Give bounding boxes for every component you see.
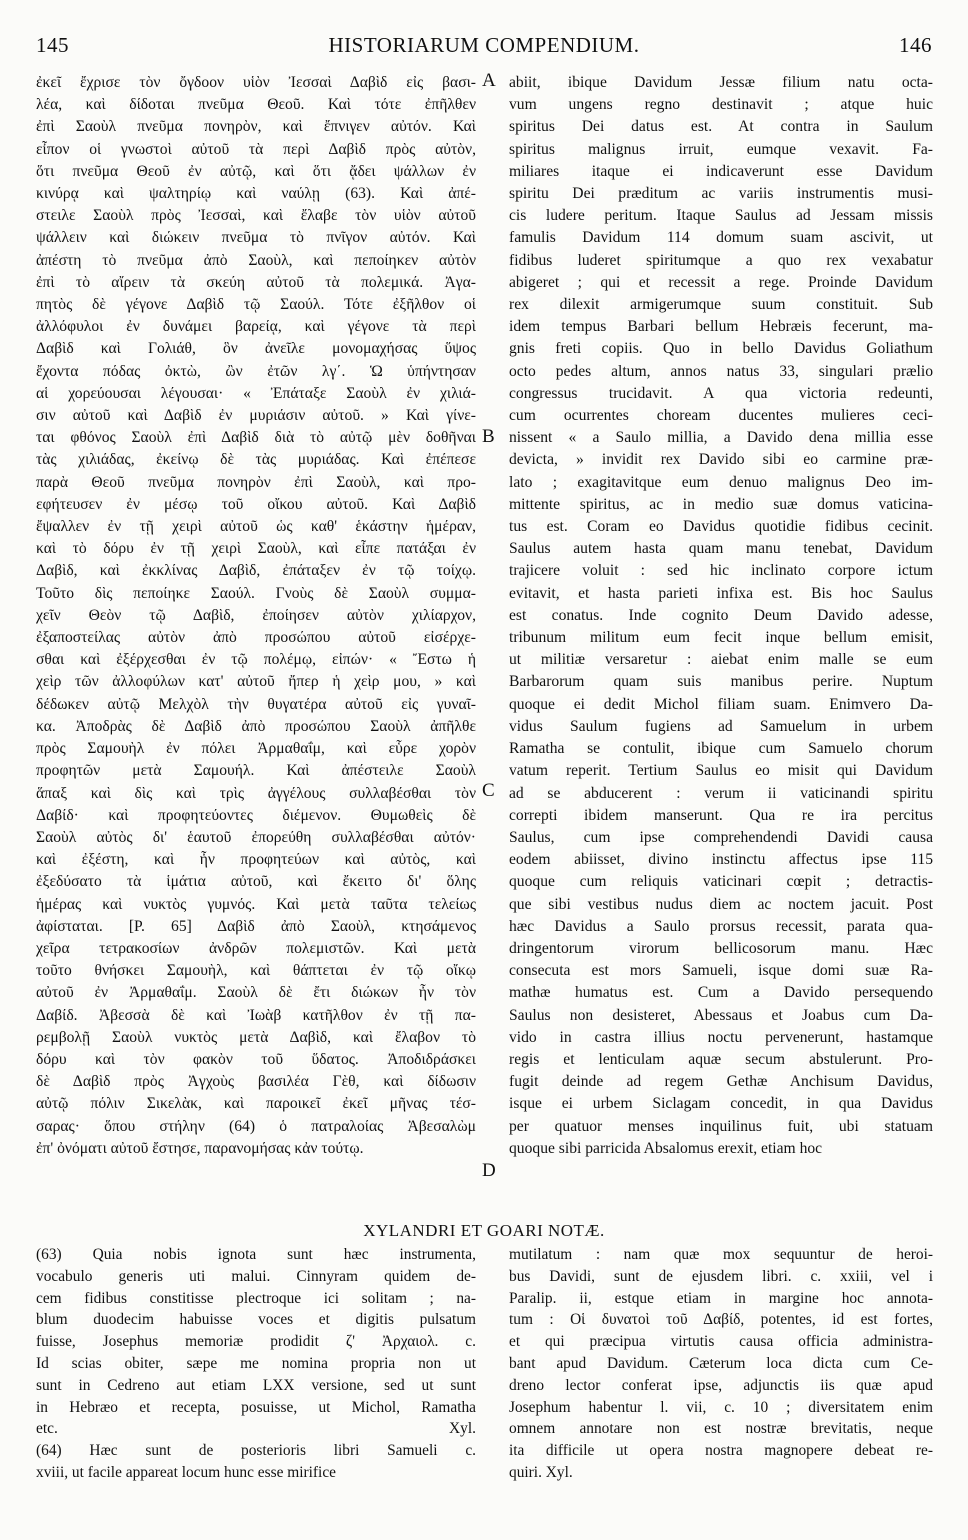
greek-text-line: δέδωκεν αὐτῷ Μελχὸλ τὴν θυγατέρα αὐτοῦ εἰς γυναῖ- (36, 695, 476, 713)
latin-text-line: devicta, » invidit rex Davido sibi eo carmine præ- (509, 451, 933, 469)
latin-text-line: regis et lenticulam aquæ secum abstulerunt. Pro- (509, 1050, 933, 1068)
latin-text-line: eodem abiisset, divino instinctu affectus ipse 115 (509, 851, 933, 869)
latin-text-line: correpti ibidem manserunt. Qua re ira percitus (509, 806, 933, 824)
greek-text-line: λέα, καὶ δίδοται πνεῦμα Θεοῦ. Καὶ τότε ἐπῆλθεν (36, 96, 476, 114)
notes-right-column (509, 1244, 933, 1484)
latin-text-line: ad se abducerent : verum ii vaticinandi spiritu (509, 784, 933, 802)
latin-text-line: ut militiæ versaretur : aiebat enim malle se eum (509, 651, 933, 669)
note-text-line: blum duodecim habuisse voces et digitis pulsatum (36, 1311, 476, 1329)
latin-text-line: tribunum militum eum fecit inque bellum emisit, (509, 629, 933, 647)
greek-text-line: ἡμέρας καὶ νυκτὸς γυμνός. Καὶ μετὰ ταῦτα τελείως (36, 895, 476, 913)
greek-text-line: καὶ τὸ δόρυ ἐν τῇ χειρὶ Σαοὺλ, καὶ εἶπε πατάξαι ἐν (36, 540, 476, 558)
latin-text-line: Saulus non desisteret, Abessaus et Joabus cum Da- (509, 1006, 933, 1024)
note-text-line: Paralip. ii, estque etiam in margine hoc annota- (509, 1289, 933, 1307)
greek-text-line: ἐξεδύσατο τὰ ἱμάτια αὐτοῦ, καὶ ἔκειτο δι' ὅλης (36, 873, 476, 891)
greek-text-line: ἔχοντα πόδας ὀκτὼ, ὢν ἐτῶν λγ΄. Ὡ ὑπήντησαν (36, 362, 476, 380)
greek-text-line: δόρυ καὶ τὸν φακὸν τοῦ ὕδατος. Ἀποδιδράσκει (36, 1050, 476, 1068)
note-text-line: fuisse, Josephus memoriæ prodidit ζ' Ἀρχαιολ. c. (36, 1333, 476, 1351)
greek-text-line: σιν αὐτοῦ καὶ Δαβὶδ ἐν μυριάσιν αὐτοῦ. » Καὶ γίνε- (36, 407, 476, 425)
greek-text-line: τὰς χιλιάδας, ἐκείνῳ δὲ τὰς μυριάδας. Καὶ ἐπέπεσε (36, 451, 476, 469)
greek-text-line: εφήτευσεν ἐν μέσῳ τοῦ οἴκου αὐτοῦ. Καὶ Δαβὶδ (36, 495, 476, 513)
latin-text-line: que sibi vestibus nudus diem ac noctem jacuit. Post (509, 895, 933, 913)
section-marker-a: A (482, 70, 496, 91)
greek-text-line: τοῦτο θνήσκει Σαμουὴλ, καὶ θάπτεται ἐν τῷ οἴκῳ (36, 962, 476, 980)
greek-text-line: χεῖν Θεὸν τῷ Δαβὶδ, ἐποίησεν αὐτὸν χιλίαρχον, (36, 606, 476, 624)
greek-text-line: ἀφίσταται. [P. 65] Δαβὶδ ἀπὸ Σαοὺλ, κτησάμενος (36, 917, 476, 935)
greek-text-line: προφητῶν μετὰ Σαμουήλ. Καὶ ἀπέστειλε Σαοὺλ (36, 762, 476, 780)
latin-text-column (509, 72, 933, 1160)
latin-text-line: consecuta est mors Samueli, isque domi suæ Ra- (509, 962, 933, 980)
greek-text-line: πητὸς δὲ γέγονε Δαβὶδ τῷ Σαούλ. Τότε ἐξῆλθον οἱ (36, 296, 476, 314)
latin-text-line: trajicere voluit : sed hic inclinato corpore ictum (509, 562, 933, 580)
note-text-line: omnem annotare non est nostræ brevitatis, neque (509, 1420, 933, 1438)
latin-text-line: Saulus autem hasta quam manu tenebat, Davidum (509, 540, 933, 558)
greek-text-line: χεὶρ τῶν ἀλλοφύλων κατ' αὐτοῦ ἤπερ ἡ χεὶρ μου, » καὶ (36, 673, 476, 691)
greek-text-line: ἐπὶ Σαοὺλ πνεῦμα πονηρὸν, καὶ ἔπνιγεν αὐτόν. Καὶ (36, 118, 476, 136)
latin-text-line: fidibus luderet spiritumque a quo rex vexabatur (509, 251, 933, 269)
latin-text-line: quoque cum reliquis vaticinari cœpit ; detractis- (509, 873, 933, 891)
latin-text-line: isque ei urbem Siclagam concedit, in qua Davidus (509, 1095, 933, 1113)
greek-text-line: ἐκεῖ ἔχρισε τὸν ὄγδοον υἱὸν Ἰεσσαὶ Δαβὶδ εἰς βασι- (36, 74, 476, 91)
page-number-left: 145 (36, 33, 69, 57)
latin-text-line: spiritu Dei præditum ac variis instrumentis musi- (509, 185, 933, 203)
latin-text-line: Barbarorum quam suis manibus perire. Nuptum (509, 673, 933, 691)
note-text-line: bus Davidi, sunt de ejusdem libri. c. xxiii, vel i (509, 1267, 933, 1285)
greek-text-line: ἀλλόφυλοι ἐν δυνάμει βαρείᾳ, καὶ γέγονε τὰ περὶ (36, 318, 476, 336)
note-text-line: dreno lector conferat ipse, adjunctis iis quæ apud (509, 1376, 933, 1394)
latin-text-line: congressus trucidavit. A qua victoria redeunti, (509, 384, 933, 402)
latin-text-line: mittente spiritus, ac in medio suæ domus vaticina- (509, 495, 933, 513)
note-text-line: Josephum habentur l. vii, c. 10 ; diversitatem enim (509, 1398, 933, 1416)
latin-text-line: dringentorum virorum bellicosorum manu. Hæc (509, 939, 933, 957)
latin-text-line: evitavit, et hasta parieti infixa est. Bis hoc Saulus (509, 584, 933, 602)
latin-text-line: abiit, ibique Davidum Jessæ filium natu octa- (509, 74, 933, 91)
latin-text-line: gnis freti copiis. Quo in bello Davidus Goliathum (509, 340, 933, 358)
greek-text-line: ψάλλειν καὶ διώκειν πνεῦμα τὸ πνῖγον αὐτόν. Καὶ (36, 229, 476, 247)
greek-text-line: Δαβίδ. Ἀβεσσὰ δὲ καὶ Ἰωὰβ κατῆλθον ἐν τῇ πα- (36, 1006, 476, 1024)
greek-text-line: ἐξαποστείλας αὐτὸν ἀπὸ προσώπου αὐτοῦ εἰσέρχε- (36, 629, 476, 647)
note-text-line: tum : Οἱ δυνατοὶ τοῦ Δαβίδ, potentes, id est fortes, (509, 1311, 933, 1329)
latin-text-line: mathæ humatus est. Cum a Davido persequendo (509, 984, 933, 1002)
latin-text-line: abigeret ; qui et recessit a rege. Proinde Davidum (509, 273, 933, 291)
greek-text-line: χεῖρα τετρακοσίων ἀνδρῶν πολεμιστῶν. Καὶ μετὰ (36, 939, 476, 957)
greek-text-line: Τοῦτο δὶς πεποίηκε Σαούλ. Γνοὺς δὲ Σαοὺλ συμμα- (36, 584, 476, 602)
greek-text-line: δὲ Δαβὶδ πρὸς Ἀγχοὺς βασιλέα Γὲθ, καὶ δίδωσιν (36, 1073, 476, 1091)
greek-text-line: καὶ ἐξέστη, καὶ ἦν προφητεύων καὶ αὐτὸς, καὶ (36, 851, 476, 869)
greek-text-line: Δαβὶδ καὶ Γολιάθ, ὃν ἀνεῖλε μονομαχήσας ὕψος (36, 340, 476, 358)
note-text-line: sunt in Cedreno aut etiam LXX versione, sed ut sunt (36, 1376, 476, 1394)
latin-text-line: quoque sibi parricida Absalomus erexit, etiam hoc (509, 1139, 823, 1157)
latin-text-line: tus est. Coram eo Davidus quotidie fidibus cecinit. (509, 518, 933, 536)
latin-text-line: octo pedes altum, annos natus 33, singulari prælio (509, 362, 933, 380)
latin-text-line: famulis Davidum 114 domum suam ascivit, ut (509, 229, 933, 247)
latin-text-line: vatum reperit. Tertium Saulus eo misit qui Davidum (509, 762, 933, 780)
greek-text-column (36, 72, 476, 1160)
notes-left-column (36, 1244, 476, 1484)
note-text-line: Id scias obiter, sæpe me nomina propria non ut (36, 1354, 476, 1372)
latin-text-line: nissent « a Saulo millia, a Davido dena millia esse (509, 429, 933, 447)
latin-text-line: rex dilexit armigerumque suum constituit. Sub (509, 296, 933, 314)
latin-text-line: fugit deinde ad regem Gethæ Anchisum Davidus, (509, 1073, 933, 1091)
latin-text-line: est conatus. Inde cognito Deum Davido adesse, (509, 606, 933, 624)
note-text-line: cem fidibus constitisse plectroque ici solitam ; na- (36, 1289, 476, 1307)
latin-text-line: vido in castra illius noctu pervenerunt, hastamque (509, 1028, 933, 1046)
note-text-line: ita difficile ut opera nostra magnopere debeat re- (509, 1442, 933, 1460)
greek-text-line: ὅτι πνεῦμα Θεοῦ ἐν αὐτῷ, καὶ ὅτι ᾄδει ψάλλων ἐν (36, 162, 476, 180)
greek-text-line: πρὸς Σαμουὴλ ἐν πόλει Ἀρμαθαΐμ, καὶ εὗρε χορὸν (36, 740, 476, 758)
greek-text-line: ρεμβολῇ Σαοὺλ νυκτὸς μετὰ Δαβὶδ, καὶ ἔλαβον τὸ (36, 1028, 476, 1046)
running-title: HISTORIARUM COMPENDIUM. (328, 33, 640, 57)
latin-text-line: per quatuor menses inquilinus fuit, ubi statuam (509, 1117, 933, 1135)
latin-text-line: Ramatha se contulit, ibique cum Samuelo chorum (509, 740, 933, 758)
greek-text-line: ἀπέστη τὸ πνεῦμα ἀπὸ Σαοὺλ, καὶ πεποίηκεν αὐτὸν (36, 251, 476, 269)
note-text-line: bant apud Davidum. Cæterum loca dicta cum Ce- (509, 1354, 933, 1372)
greek-text-line: κινύρᾳ καὶ ψαλτηρίῳ καὶ ναύλῃ (63). Καὶ ἀπέ- (36, 185, 476, 203)
running-header (36, 33, 932, 63)
greek-text-line: αὐτοῦ ἐν Ἀρμαθαΐμ. Σαοὺλ δὲ ἔτι διώκων ἦν τὸν (36, 984, 476, 1002)
note-text-line: mutilatum : nam quæ mox sequuntur de heroi- (509, 1246, 933, 1263)
greek-text-line: σθαι καὶ ἐξέρχεσθαι ἐν τῷ πολέμῳ, εἰπών· « Ἔστω ἡ (36, 651, 476, 669)
greek-text-line: ἅπαξ καὶ δὶς καὶ τρὶς ἀγγέλους συλλαβέσθαι τὸν (36, 784, 476, 802)
greek-text-line: αἱ χορεύουσαι λέγουσαι· « Ἐπάταξε Σαοὺλ ἐν χιλιά- (36, 384, 476, 402)
greek-text-line: ἔψαλλεν ἐν τῇ χειρὶ αὐτοῦ ὡς καθ' ἑκάστην ἡμέραν, (36, 518, 476, 536)
greek-text-line: Δαβίδ· καὶ προφητεύοντες διέμενον. Θυμωθεὶς δὲ (36, 806, 476, 824)
notes-heading: XYLANDRI ET GOARI NOTÆ. (363, 1221, 605, 1240)
note-text-line: et qui præcipua virtutis causa officia administra- (509, 1333, 933, 1351)
latin-text-line: cum ocurrentes choream ducentes mulieres ceci- (509, 407, 933, 425)
note-text-line: quiri. Xyl. (509, 1463, 573, 1481)
greek-text-line: αὐτῷ πόλιν Σικελὰκ, καὶ παροικεῖ ἐκεῖ μῆνας τέσ- (36, 1095, 476, 1113)
latin-text-line: miliares itaque ei indicaverunt esse Davidum (509, 162, 933, 180)
greek-text-line: ἐπὶ τὸ αἴρειν τὰ σκεύη αὐτοῦ τὰ πολεμικά. Ἀγα- (36, 273, 476, 291)
greek-text-line: κα. Ἀποδρὰς δὲ Δαβὶδ ἀπὸ προσώπου Σαοὺλ ἀπῆλθε (36, 717, 476, 735)
latin-text-line: spiritus malignus irruit, eumque vexavit. Fa- (509, 140, 933, 158)
note-text-line: in Hebræo et recepta, posuisse, ut Michol, Ramatha (36, 1398, 476, 1416)
greek-text-line: ται φθόνος Σαοὺλ ἐπὶ Δαβὶδ διὰ τὸ αὐτῷ μὲν δοθῆναι (36, 429, 476, 447)
latin-text-line: hæc Davidus a Saulo prorsus recessit, parata qua- (509, 917, 933, 935)
note-text-line: (64) Hæc sunt de posterioris libri Samueli c. (36, 1442, 476, 1460)
latin-text-line: lato ; exagitavitque eum denuo malignus Deo im- (509, 473, 933, 491)
latin-text-line: vidus Saulum fugiens ad Samuelum in urbem (509, 717, 933, 735)
note-text-line: xviii, ut facile appareat locum hunc esse mirifice (36, 1463, 336, 1481)
greek-text-line: ἐπ' ὀνόματι αὐτοῦ ἔστησε, παρανομήσας κἀν τούτῳ. (36, 1139, 364, 1157)
section-marker-c: C (482, 780, 495, 801)
latin-text-line: idem tempus Barbari bellum Hebræis fecerunt, ma- (509, 318, 933, 336)
section-marker-b: B (482, 426, 495, 447)
page-number-right: 146 (899, 33, 932, 57)
greek-text-line: παρὰ Θεοῦ πνεῦμα πονηρὸν ἐπὶ Σαοὺλ, καὶ προ- (36, 473, 476, 491)
greek-text-line: Δαβὶδ, καὶ ἐκκλίνας Δαβὶδ, ἐπάταξεν ἐν τῷ τοίχῳ. (36, 562, 476, 580)
note-text-line: (63) Quia nobis ignota sunt hæc instrumenta, (36, 1246, 476, 1263)
note-text-line: etc. Xyl. (36, 1420, 476, 1438)
latin-text-line: spiritus Dei datus est. At contra in Saulum (509, 118, 933, 136)
note-text-line: vocabulo generis uti malui. Cinnyram quidem de- (36, 1267, 476, 1285)
latin-text-line: vum ungens regno destinavit ; atque huic (509, 96, 933, 114)
latin-text-line: cis ludere peritum. Itaque Saulus ad Jessam missis (509, 207, 933, 225)
latin-text-line: Saulus, cum ipse comprehendendi Davidi causa (509, 828, 933, 846)
greek-text-line: στειλε Σαοὺλ πρὸς Ἰεσσαὶ, καὶ ἔλαβε τὸν υἱὸν αὐτοῦ (36, 207, 476, 225)
greek-text-line: σαρας· ὅπου στήλην (64) ὁ πατραλοίας Ἀβεσαλὼμ (36, 1117, 476, 1135)
greek-text-line: εἶπον οἱ γνωστοὶ αὐτοῦ τὰ περὶ Δαβὶδ πρὸς αὐτὸν, (36, 140, 476, 158)
section-marker-d: D (482, 1160, 496, 1181)
latin-text-line: quoque ei dedit Michol filiam suam. Enimvero Da- (509, 695, 933, 713)
greek-text-line: Σαοὺλ αὐτὸς δι' ἑαυτοῦ ἐπορεύθη συλλαβέσθαι αὐτόν· (36, 828, 476, 846)
